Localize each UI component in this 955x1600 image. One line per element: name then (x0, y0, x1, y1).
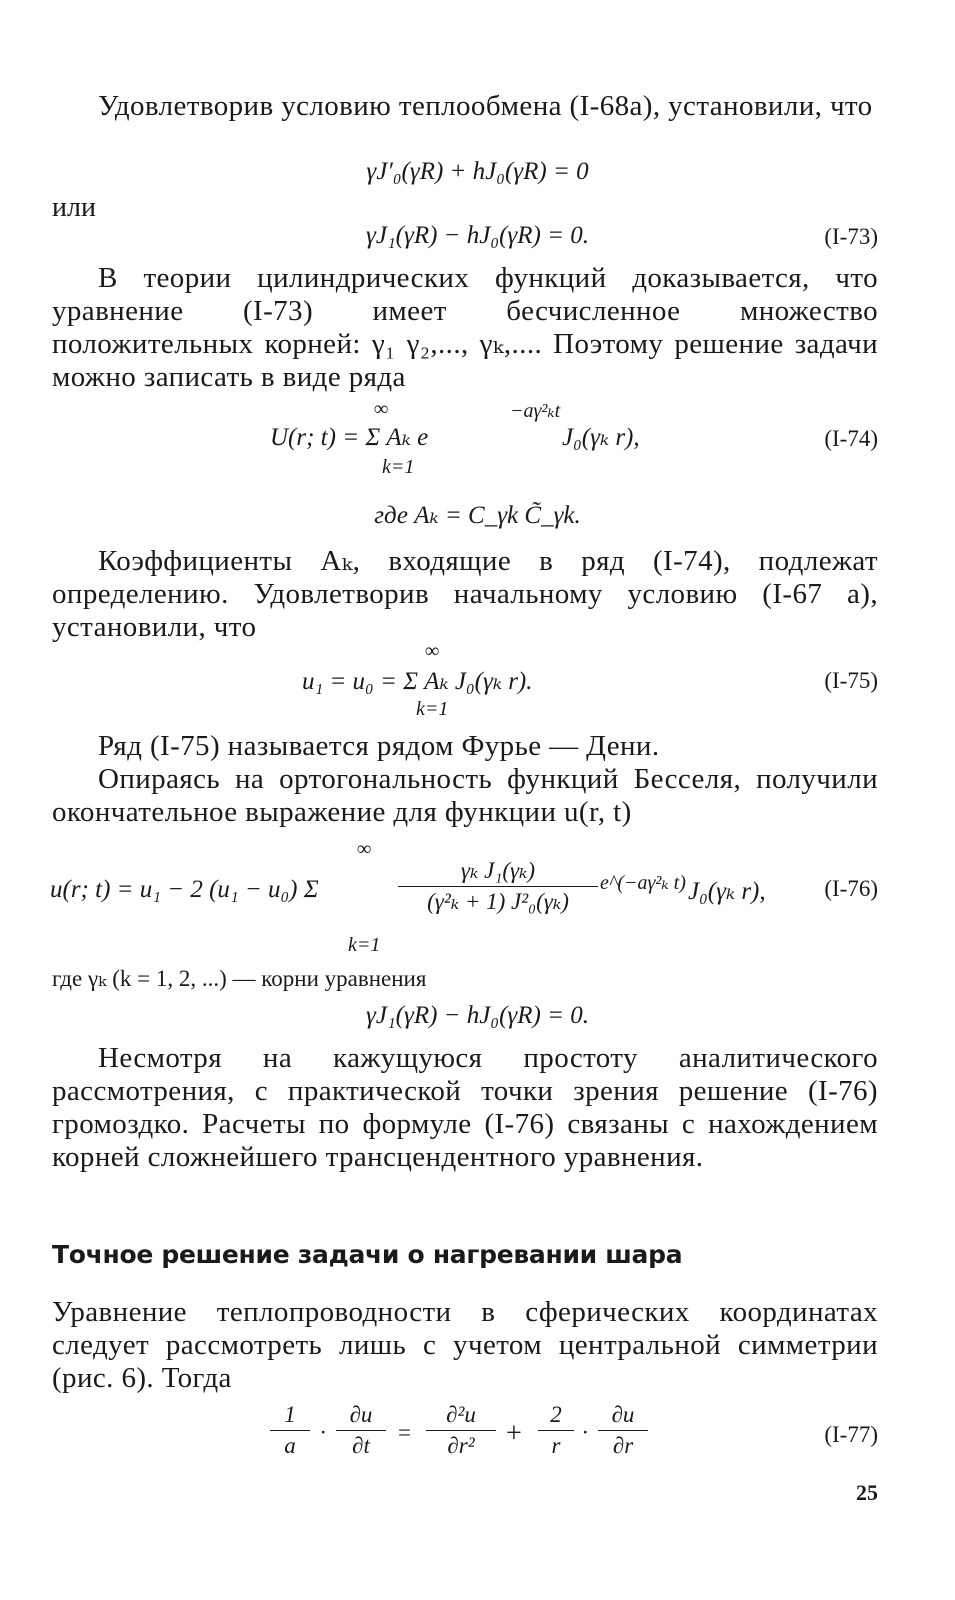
equation-rhs: J₀(γₖ r), (688, 878, 766, 905)
paragraph-1: Удовлетворив условию теплообмена (I-68а), установили, что (98, 90, 873, 122)
equation-number-I-74: (I-74) (824, 426, 878, 451)
equation-coefficients: где Aₖ = C_γk C̃_γk. (374, 502, 581, 529)
equation-body: u₁ = u₀ = Σ Aₖ J₀(γₖ r). (302, 668, 533, 695)
denominator: ∂t (352, 1433, 370, 1458)
equation-boundary: γJ′₀(γR) + hJ₀(γR) = 0 (366, 158, 589, 185)
equation-I-73: γJ₁(γR) − hJ₀(γR) = 0. (366, 222, 589, 249)
exponent: −aγ²ₖt (510, 400, 561, 422)
dot: · (582, 1420, 588, 1445)
fraction-5 (598, 1402, 648, 1459)
paragraph-4: Ряд (I-75) называется рядом Фурье — Дени. (98, 730, 660, 762)
fraction (398, 858, 598, 915)
equation-I-75 (0, 640, 955, 720)
paragraph-6: где γₖ (k = 1, 2, ...) — корни уравнения (52, 966, 427, 991)
equation-rhs: J₀(γₖ r), (562, 424, 640, 451)
page-number: 25 (856, 1480, 878, 1505)
fraction-bar (336, 1430, 386, 1431)
fraction-bar (538, 1430, 574, 1431)
denominator: ∂r (612, 1433, 634, 1458)
word-ili: или (52, 192, 96, 223)
fraction-3 (426, 1402, 496, 1459)
denominator: (γ²ₖ + 1) J²₀(γₖ) (427, 889, 569, 914)
sum-upper-limit: ∞ (374, 398, 389, 420)
section-heading: Точное решение задачи о нагревании шара (52, 1240, 683, 1269)
numerator: ∂u (611, 1402, 635, 1427)
fraction-4 (538, 1402, 574, 1459)
numerator: ∂²u (446, 1402, 476, 1427)
sum-lower-limit: k=1 (416, 698, 449, 720)
equation-I-77 (270, 1402, 690, 1472)
equation-number-I-76: (I-76) (824, 876, 878, 901)
numerator: 1 (284, 1402, 296, 1427)
sum-lower-limit: k=1 (382, 456, 415, 478)
paragraph-5: Опираясь на ортогональность функций Бесселя, получили окончательное выражение для функции u(r, t) (52, 763, 878, 828)
fraction-bar (598, 1430, 648, 1431)
sum-lower-limit: k=1 (348, 934, 381, 956)
plus-sign: + (506, 1418, 522, 1449)
sum-upper-limit: ∞ (357, 838, 372, 860)
dot: · (320, 1420, 326, 1445)
denominator: ∂r² (447, 1433, 475, 1458)
sum-upper-limit: ∞ (425, 640, 440, 662)
fraction-bar (270, 1430, 310, 1431)
equation-roots: γJ₁(γR) − hJ₀(γR) = 0. (366, 1002, 589, 1029)
fraction-bar (426, 1430, 496, 1431)
numerator: γₖ J₁(γₖ) (460, 858, 536, 883)
paragraph-3: Коэффициенты Aₖ, входящие в ряд (I-74), подлежат определению. Удовлетворив начальному условию (I-67 а), установили, что (52, 545, 878, 643)
equation-number-I-75: (I-75) (824, 668, 878, 693)
denominator: r (551, 1433, 561, 1458)
paragraph-8: Уравнение теплопроводности в сферических координатах следует рассмотреть лишь с учетом центральной симметрии (рис. 6). Тогда (52, 1296, 878, 1394)
equation-I-76 (0, 838, 955, 958)
numerator: ∂u (349, 1402, 373, 1427)
exponential: e^(−aγ²ₖ t) (600, 872, 686, 894)
equation-I-74 (0, 398, 955, 478)
equation-number-I-73: (I-73) (824, 224, 878, 249)
equals-sign: = (398, 1420, 411, 1445)
equation-lhs: U(r; t) = Σ Aₖ e (270, 424, 429, 451)
fraction-2 (336, 1402, 386, 1459)
equation-number-I-77: (I-77) (824, 1422, 878, 1447)
numerator: 2 (550, 1402, 562, 1427)
paragraph-7: Несмотря на кажущуюся простоту аналитического рассмотрения, с практической точки зрения решение (I-76) громоздко. Расчеты по формуле (I-76) связаны с нахождением корней сложнейшего трансцендентного уравнения. (52, 1042, 878, 1173)
fraction-1 (270, 1402, 310, 1459)
fraction-bar (398, 886, 598, 887)
equation-lhs: u(r; t) = u₁ − 2 (u₁ − u₀) Σ (50, 876, 319, 903)
paragraph-2: В теории цилиндрических функций доказывается, что уравнение (I-73) имеет бесчисленное множество положительных корней: γ₁ γ₂,..., γₖ,.... Поэтому решение задачи можно записать в виде ряда (52, 262, 878, 393)
denominator: a (284, 1433, 296, 1458)
